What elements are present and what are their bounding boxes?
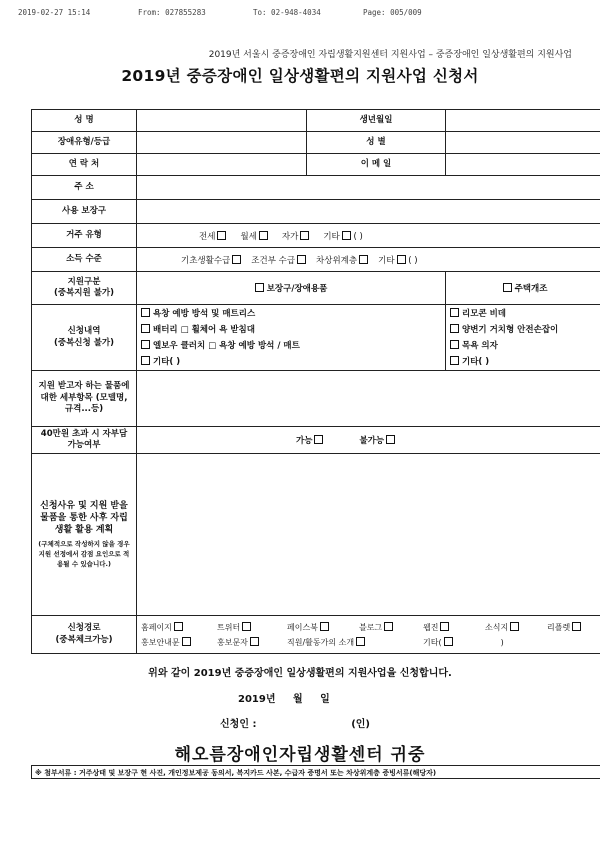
email-field[interactable] xyxy=(446,154,600,176)
checkbox-icon xyxy=(397,255,406,264)
disability-field[interactable] xyxy=(137,132,307,154)
checkbox-icon xyxy=(450,308,459,317)
detail-option[interactable]: 엘보우 클러치 □ 욕창 예방 방석 / 매트 xyxy=(141,338,441,354)
detail-option[interactable]: 기타( ) xyxy=(450,354,600,370)
income-option-conditional[interactable]: 조건부 수급 xyxy=(251,254,306,266)
checkbox-icon xyxy=(174,622,183,631)
fax-page: Page: 005/009 xyxy=(363,8,422,17)
housing-option-jeonse[interactable]: 전세 xyxy=(199,230,226,242)
reason-field[interactable] xyxy=(137,454,600,616)
detail-option[interactable]: 기타( ) xyxy=(141,354,441,370)
page-title: 2019년 중증장애인 일상생활편의 지원사업 신청서 xyxy=(121,67,479,85)
checkbox-icon xyxy=(141,356,150,365)
reason-label: 신청사유 및 지원 받을 물품을 통한 사후 자립생활 활용 계획 (구체적으로 작성하지 않을 경우 지원 선정에서 감점 요인으로 적용될 수 있습니다.) xyxy=(32,454,137,616)
route-option[interactable]: 홍보문자 xyxy=(217,637,287,648)
cost-option-impossible[interactable]: 불가능 xyxy=(359,434,395,446)
fax-datetime: 2019-02-27 15:14 xyxy=(18,8,91,17)
address-label: 주 소 xyxy=(32,176,137,200)
checkbox-icon xyxy=(255,283,264,292)
route-option[interactable]: 리플렛 xyxy=(547,622,600,633)
checkbox-icon xyxy=(297,255,306,264)
route-option[interactable]: 기타( ) xyxy=(423,637,504,647)
detail-option[interactable]: 욕창 예방 방석 및 매트리스 xyxy=(141,306,441,322)
detail-right-options xyxy=(446,305,600,371)
cost-options xyxy=(137,427,600,454)
checkbox-icon xyxy=(182,637,191,646)
housing-option-monthly[interactable]: 월세 xyxy=(240,230,267,242)
cost-label: 40만원 초과 시 자부담 가능여부 xyxy=(32,427,137,454)
detail-option[interactable]: 리모콘 비데 xyxy=(450,306,600,322)
support-option-equipment[interactable]: 보장구/장애용품 xyxy=(137,272,446,305)
contact-label: 연 락 처 xyxy=(32,154,137,176)
detail-left-options xyxy=(137,305,446,371)
address-field[interactable] xyxy=(137,176,600,200)
contact-field[interactable] xyxy=(137,154,307,176)
items-label: 지원 받고자 하는 물품에 대한 세부항목 (모델명, 규격...등) xyxy=(32,371,137,427)
income-option-basic[interactable]: 기초생활수급 xyxy=(181,254,241,266)
route-option[interactable]: 트위터 xyxy=(217,622,287,633)
detail-label: 신청내역 (중복신청 불가) xyxy=(32,305,137,371)
disability-label: 장애유형/등급 xyxy=(32,132,137,154)
name-field[interactable] xyxy=(137,110,307,132)
detail-option[interactable]: 양변기 거치형 안전손잡이 xyxy=(450,322,600,338)
route-option[interactable]: 소식지 xyxy=(485,622,547,633)
fax-to: To: 02-948-4034 xyxy=(253,8,321,17)
checkbox-icon xyxy=(386,435,395,444)
fax-from: From: 027855283 xyxy=(138,8,206,17)
income-option-other[interactable]: 기타 ( ) xyxy=(378,255,418,266)
income-option-near-poverty[interactable]: 차상위계층 xyxy=(316,254,368,266)
items-field[interactable] xyxy=(137,371,600,427)
birth-field[interactable] xyxy=(446,110,600,132)
checkbox-icon xyxy=(259,231,268,240)
applicant-label: 신청인 : xyxy=(220,719,257,730)
checkbox-icon xyxy=(217,231,226,240)
checkbox-icon xyxy=(232,255,241,264)
checkbox-icon xyxy=(510,622,519,631)
equipment-label: 사용 보장구 xyxy=(32,200,137,224)
income-label: 소득 수준 xyxy=(32,248,137,272)
applicant-line xyxy=(220,715,370,730)
fax-header xyxy=(18,8,582,20)
route-option[interactable]: 직원/활동가의 소개 xyxy=(287,637,423,648)
checkbox-icon xyxy=(356,637,365,646)
checkbox-icon xyxy=(450,356,459,365)
checkbox-icon xyxy=(572,622,581,631)
checkbox-icon xyxy=(141,340,150,349)
support-label: 지원구분 (중복지원 불가) xyxy=(32,272,137,305)
housing-label: 거주 유형 xyxy=(32,224,137,248)
seal-mark: (인) xyxy=(351,719,370,730)
route-options xyxy=(137,616,600,654)
checkbox-icon xyxy=(450,324,459,333)
route-label: 신청경로 (중복체크가능) xyxy=(32,616,137,654)
name-label: 성 명 xyxy=(32,110,137,132)
cost-option-possible[interactable]: 가능 xyxy=(296,434,323,446)
attachments-note: ※ 첨부서류 : 거주상태 및 보장구 현 사진, 개인정보제공 동의서, 복지카드 사본, 수급자 증명서 또는 차상위계층 증빙서류(해당자) xyxy=(31,765,600,779)
housing-option-other[interactable]: 기타 ( ) xyxy=(323,231,363,242)
checkbox-icon xyxy=(440,622,449,631)
support-option-housing[interactable]: 주택개조 xyxy=(446,272,600,305)
checkbox-icon xyxy=(450,340,459,349)
recipient-organization: 해오름장애인자립생활센터 귀중 xyxy=(174,745,426,765)
route-option[interactable]: 페이스북 xyxy=(287,622,359,633)
checkbox-icon xyxy=(444,637,453,646)
checkbox-icon xyxy=(384,622,393,631)
checkbox-icon xyxy=(503,283,512,292)
checkbox-icon xyxy=(141,324,150,333)
detail-option[interactable]: 배터리 □ 휠체어 욕 받침대 xyxy=(141,322,441,338)
income-options xyxy=(137,248,600,272)
checkbox-icon xyxy=(314,435,323,444)
housing-option-owned[interactable]: 자가 xyxy=(282,230,309,242)
checkbox-icon xyxy=(342,231,351,240)
checkbox-icon xyxy=(320,622,329,631)
checkbox-icon xyxy=(141,308,150,317)
equipment-field[interactable] xyxy=(137,200,600,224)
checkbox-icon xyxy=(359,255,368,264)
application-form xyxy=(31,109,600,654)
gender-field[interactable] xyxy=(446,132,600,154)
birth-label: 생년월일 xyxy=(307,110,446,132)
detail-option[interactable]: 목욕 의자 xyxy=(450,338,600,354)
route-option[interactable]: 홍보안내문 xyxy=(141,637,217,648)
declaration: 위와 같이 2019년 중증장애인 일상생활편의 지원사업을 신청합니다. xyxy=(148,668,452,679)
gender-label: 성 별 xyxy=(307,132,446,154)
checkbox-icon xyxy=(242,622,251,631)
route-option[interactable]: 웹진 xyxy=(423,622,485,633)
program-subtitle: 2019년 서울시 중증장애인 자립생활지원센터 지원사업 – 중증장애인 일상생활편의 지원사업 xyxy=(208,50,572,60)
email-label: 이 메 일 xyxy=(307,154,446,176)
checkbox-icon xyxy=(300,231,309,240)
route-option[interactable]: 홈페이지 xyxy=(141,622,217,633)
reason-note: (구체적으로 작성하지 않을 경우 지원 선정에서 감점 요인으로 적용될 수 있습니다.) xyxy=(38,540,130,568)
application-date: 2019년 월 일 xyxy=(238,694,330,705)
housing-options xyxy=(137,224,600,248)
route-option[interactable]: 블로그 xyxy=(359,622,423,633)
checkbox-icon xyxy=(250,637,259,646)
